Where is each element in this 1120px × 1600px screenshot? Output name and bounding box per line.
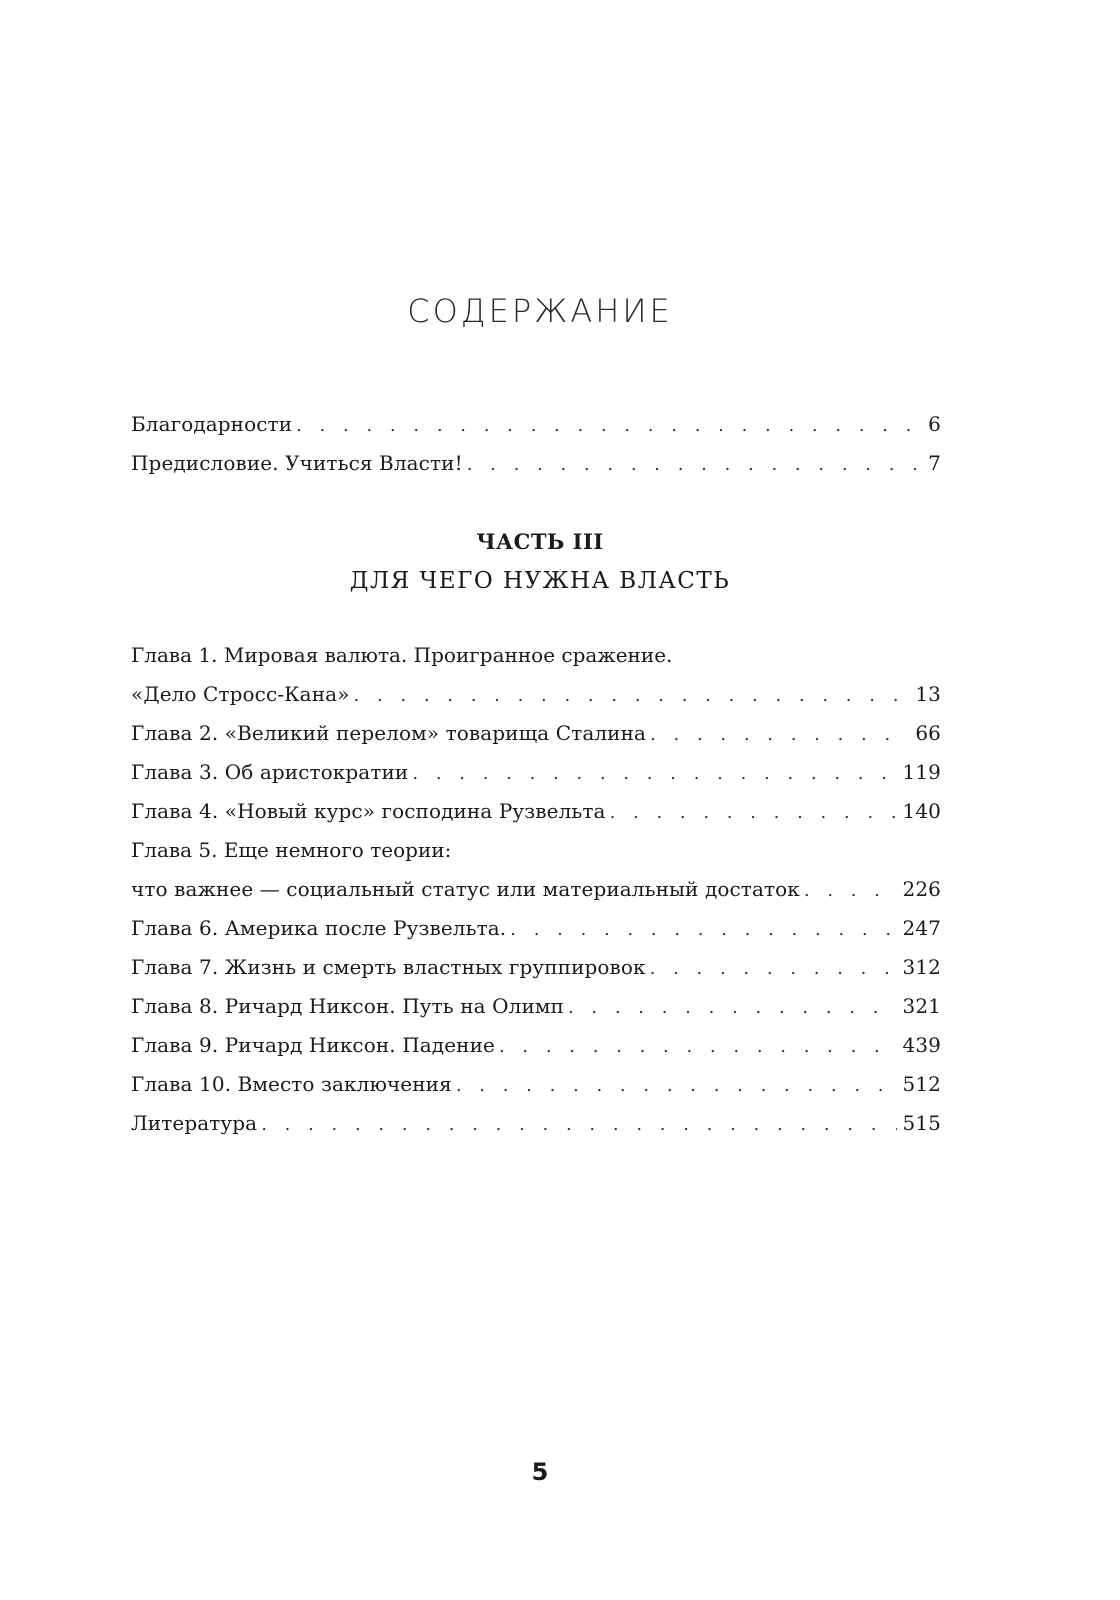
dot-leader	[610, 793, 897, 832]
toc-entry-page: 247	[902, 916, 941, 940]
toc-entry-chapter-2[interactable]	[131, 714, 941, 753]
toc-entry-page: 512	[902, 1072, 941, 1096]
dot-leader	[467, 445, 922, 484]
toc-entry-label: Глава 7. Жизнь и смерть властных группировок	[131, 955, 646, 979]
toc-entry-chapter-5[interactable]	[131, 870, 941, 909]
toc-entry-page: 140	[902, 799, 941, 823]
toc-entry-chapter-10[interactable]	[131, 1065, 941, 1104]
toc-entry-chapter-4[interactable]	[131, 792, 941, 831]
dot-leader	[510, 910, 896, 949]
toc-entry-label: Глава 2. «Великий перелом» товарища Сталина	[131, 721, 647, 745]
toc-entry-page: 13	[915, 682, 941, 706]
toc-entry-acknowledgements[interactable]	[131, 405, 941, 444]
dot-leader	[804, 871, 897, 910]
toc-entry-chapter-7[interactable]	[131, 948, 941, 987]
part-title: ДЛЯ ЧЕГО НУЖНА ВЛАСТЬ	[349, 568, 731, 594]
toc-entry-page: 66	[915, 721, 941, 745]
toc-entry-page: 7	[928, 451, 941, 475]
page-number: 5	[531, 1458, 549, 1486]
part-number: ЧАСТЬ III	[476, 529, 604, 554]
toc-entry-chapter-9[interactable]	[131, 1026, 941, 1065]
toc-entry-label: Глава 4. «Новый курс» господина Рузвельта	[131, 799, 606, 823]
dot-leader	[296, 406, 922, 445]
toc-entry-chapter-6[interactable]	[131, 909, 941, 948]
toc-entry-page: 515	[902, 1111, 941, 1135]
toc-entry-label: «Дело Стросс-Кана»	[131, 682, 350, 706]
toc-entry-page: 312	[902, 955, 941, 979]
dot-leader	[568, 988, 897, 1027]
dot-leader	[412, 754, 896, 793]
toc-entry-chapter-1[interactable]	[131, 675, 941, 714]
part-heading	[0, 523, 1080, 601]
toc-entry-line1: Глава 1. Мировая валюта. Проигранное сражение.	[131, 643, 673, 667]
toc-entry-chapter-8[interactable]	[131, 987, 941, 1026]
toc-entry-chapter-3[interactable]	[131, 753, 941, 792]
chapter-list	[131, 636, 941, 1143]
toc-entry-label: Благодарности	[131, 412, 293, 436]
dot-leader	[650, 949, 897, 988]
toc-entry-page: 439	[902, 1033, 941, 1057]
toc-entry-page: 119	[902, 760, 941, 784]
toc-entry-label: Глава 9. Ричард Никсон. Падение	[131, 1033, 495, 1057]
dot-leader	[354, 676, 910, 715]
toc-entry-bibliography[interactable]	[131, 1104, 941, 1143]
dot-leader	[650, 715, 909, 754]
toc-entry-label: Глава 6. Америка после Рузвельта.	[131, 916, 507, 940]
dot-leader	[261, 1105, 896, 1144]
toc-entry-page: 6	[928, 412, 941, 436]
toc-entry-label: Глава 8. Ричард Никсон. Путь на Олимп	[131, 994, 564, 1018]
dot-leader	[456, 1066, 897, 1105]
toc-entry-page: 321	[902, 994, 941, 1018]
dot-leader	[499, 1027, 897, 1066]
front-matter-list	[131, 405, 941, 483]
toc-entry-label: Глава 10. Вместо заключения	[131, 1072, 452, 1096]
toc-entry-preface[interactable]	[131, 444, 941, 483]
toc-entry-label: Глава 3. Об аристократии	[131, 760, 409, 784]
toc-entry-line1: Глава 5. Еще немного теории:	[131, 838, 452, 862]
toc-entry-label: что важнее — социальный статус или материальный достаток	[131, 877, 800, 901]
toc-entry-page: 226	[902, 877, 941, 901]
toc-entry-label: Предисловие. Учиться Власти!	[131, 451, 463, 475]
page-title: СОДЕРЖАНИЕ	[407, 292, 673, 330]
toc-entry-label: Литература	[131, 1111, 258, 1135]
